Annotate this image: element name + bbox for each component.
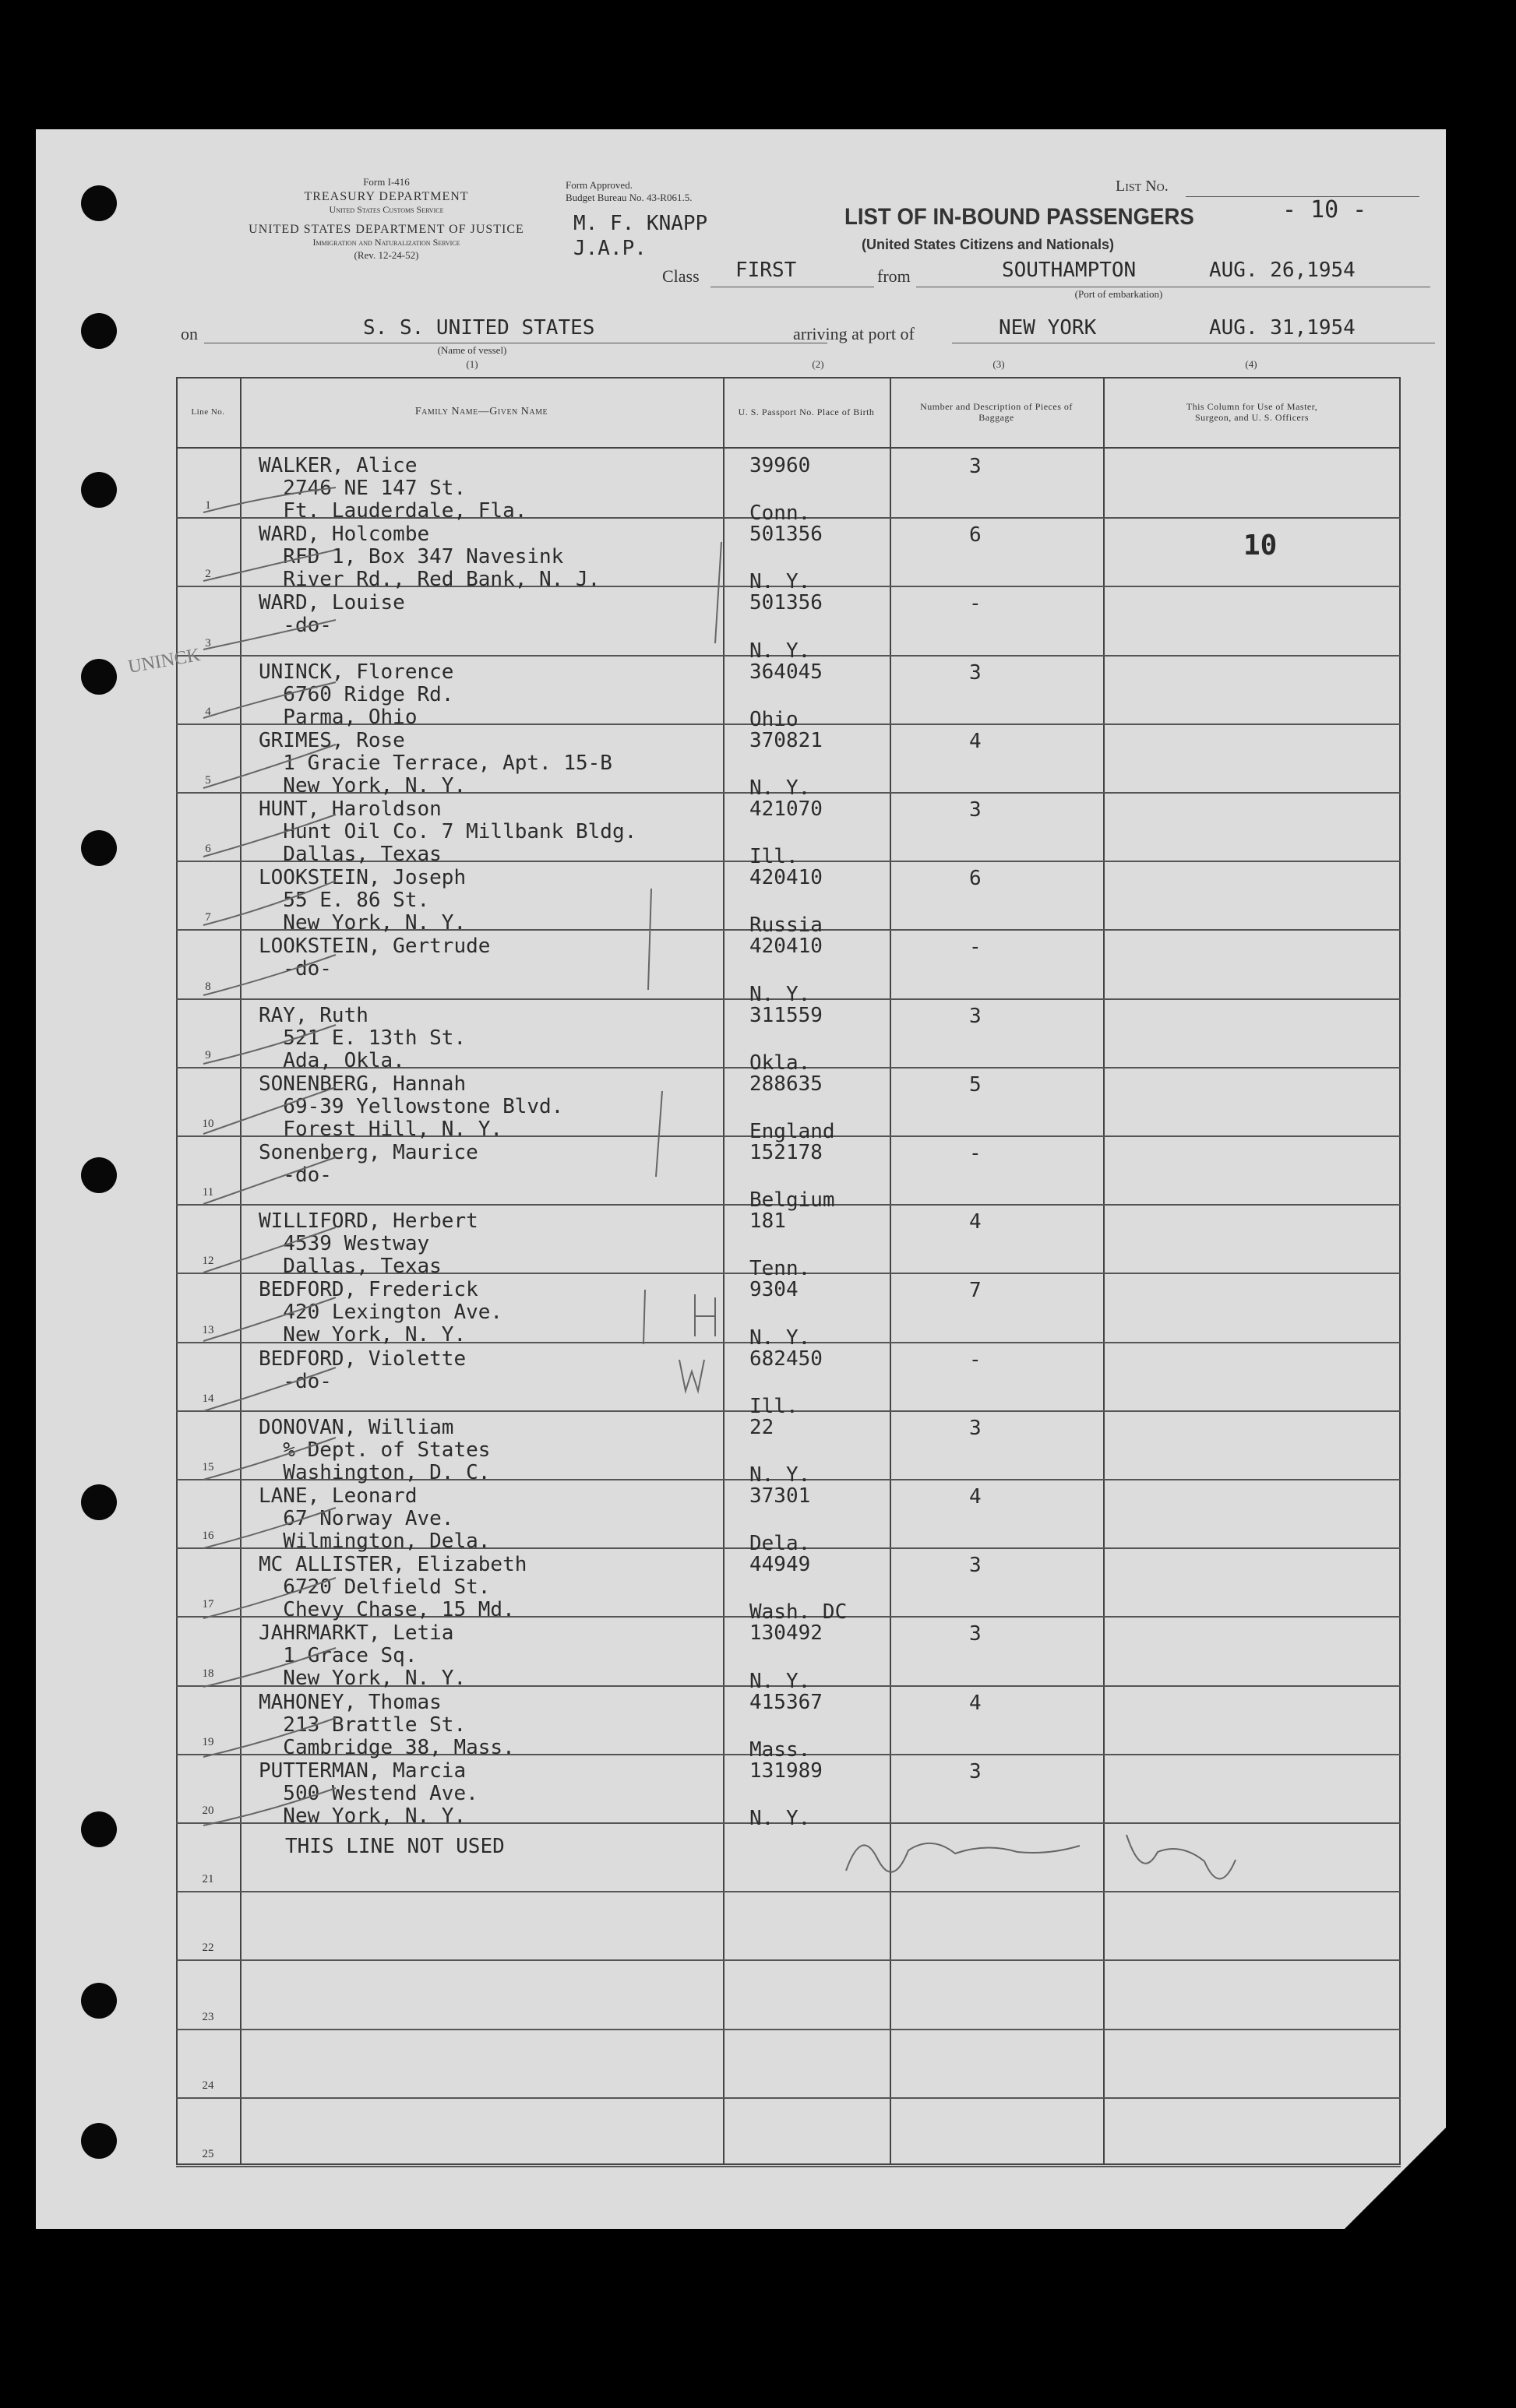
col-name: Family Name—Given Name — [414, 406, 548, 417]
form-number: Form I-416 — [363, 176, 410, 188]
place-of-birth: England — [749, 1119, 835, 1143]
vessel-name: S. S. UNITED STATES — [363, 316, 595, 340]
table-row — [176, 929, 1401, 1006]
place-of-birth: N. Y. — [749, 1325, 811, 1350]
table-row — [176, 1067, 1401, 1143]
line-number: 14 — [202, 1392, 214, 1405]
table-row — [176, 998, 1401, 1075]
col1-number: (1) — [466, 358, 478, 370]
table-row — [176, 1342, 1401, 1418]
manifest-page — [36, 129, 1446, 2229]
passport-number: 37301 — [749, 1484, 811, 1508]
baggage-count: 5 — [969, 1072, 982, 1097]
place-of-birth: N. Y. — [749, 639, 811, 663]
line-number: 1 — [205, 499, 211, 512]
table-row — [176, 2029, 1401, 2099]
passport-number: 131989 — [749, 1758, 823, 1783]
passenger-name: BEDFORD, Frederick 420 Lexington Ave. New York, N. Y. — [259, 1278, 503, 1347]
place-of-birth: N. Y. — [749, 1806, 811, 1830]
passenger-name: BEDFORD, Violette -do- — [259, 1347, 467, 1393]
table-row — [176, 1891, 1401, 1961]
from-label: from — [877, 266, 911, 286]
place-of-birth: Dela. — [749, 1532, 811, 1556]
passenger-table — [176, 377, 1401, 2165]
baggage-count: - — [969, 935, 982, 959]
baggage-count: 6 — [969, 523, 982, 547]
passenger-name: SONENBERG, Hannah 69-39 Yellowstone Blvd. Forest Hill, N. Y. — [259, 1072, 564, 1141]
table-row — [176, 655, 1401, 731]
treasury-dept: TREASURY DEPARTMENT — [304, 190, 469, 203]
passport-number: 152178 — [749, 1141, 823, 1164]
passport-number: 288635 — [749, 1072, 823, 1096]
line-number: 25 — [202, 2147, 214, 2160]
table-row — [176, 586, 1401, 663]
baggage-count: 3 — [969, 1554, 982, 1578]
line-number: 8 — [205, 980, 211, 993]
passenger-name: WARD, Holcombe RFD 1, Box 347 Navesink River Rd., Red Bank, N. J. — [259, 523, 601, 592]
place-of-birth: N. Y. — [749, 776, 811, 800]
line-number: 17 — [202, 1598, 214, 1611]
punch-hole — [81, 1811, 117, 1847]
line-number: 23 — [202, 2010, 214, 2023]
baggage-count: 3 — [969, 1416, 982, 1440]
line-number: 5 — [205, 773, 211, 787]
table-row — [176, 1616, 1401, 1693]
punch-hole — [81, 1157, 117, 1193]
passport-number: 9304 — [749, 1278, 799, 1302]
list-number: - 10 - — [1282, 196, 1367, 224]
embark-caption: (Port of embarkation) — [1074, 288, 1163, 300]
departure-date: AUG. 26,1954 — [1209, 259, 1356, 282]
line-number: 10 — [202, 1117, 214, 1130]
passenger-name: LOOKSTEIN, Joseph 55 E. 86 St. New York, N. Y. — [259, 866, 467, 935]
line-number: 2 — [205, 568, 211, 581]
col-officers: This Column for Use of Master, Surgeon, and U. S. Officers — [1186, 401, 1318, 423]
baggage-count: 3 — [969, 1759, 982, 1783]
place-of-birth: Wash. DC — [749, 1600, 848, 1625]
baggage-count: 3 — [969, 660, 982, 685]
col-baggage: Number and Description of Pieces of Baggage — [920, 401, 1073, 423]
table-row — [176, 517, 1401, 594]
table-row — [176, 1410, 1401, 1487]
passenger-name: RAY, Ruth 521 E. 13th St. Ada, Okla. — [259, 1003, 467, 1072]
punch-hole — [81, 830, 117, 866]
passport-number: 420410 — [749, 935, 823, 959]
line-number: 12 — [202, 1255, 214, 1268]
baggage-count: 4 — [969, 1485, 982, 1509]
place-of-birth: N. Y. — [749, 1669, 811, 1693]
passport-number: 421070 — [749, 797, 823, 821]
line-number: 15 — [202, 1460, 214, 1473]
passenger-name: WILLIFORD, Herbert 4539 Westway Dallas, Texas — [259, 1209, 478, 1279]
line-number: 18 — [202, 1667, 214, 1680]
table-row — [176, 1204, 1401, 1281]
baggage-count: 3 — [969, 1004, 982, 1028]
justice-dept: UNITED STATES DEPARTMENT OF JUSTICE — [249, 223, 524, 236]
class-value: FIRST — [735, 259, 797, 282]
place-of-birth: Tenn. — [749, 1257, 811, 1281]
arrival-port: NEW YORK — [999, 316, 1097, 340]
line-number: 24 — [202, 2079, 214, 2092]
list-subtitle: (United States Citizens and Nationals) — [862, 237, 1115, 252]
place-of-birth: Okla. — [749, 1051, 811, 1075]
line-number: 20 — [202, 1804, 214, 1817]
baggage-count: - — [969, 1347, 982, 1371]
line-number: 22 — [202, 1942, 214, 1955]
place-of-birth: Ohio — [749, 707, 799, 731]
passport-number: 22 — [749, 1415, 774, 1439]
table-row — [176, 1822, 1401, 1892]
officer-name: M. F. KNAPP — [573, 212, 708, 235]
passenger-name: WARD, Louise -do- — [259, 591, 405, 638]
baggage-count: 6 — [969, 867, 982, 891]
unused-line-text: THIS LINE NOT USED — [285, 1835, 505, 1858]
line-number: 9 — [205, 1048, 211, 1061]
passenger-name: MAHONEY, Thomas 213 Brattle St. Cambridge 38, Mass. — [259, 1690, 515, 1759]
table-row — [176, 1685, 1401, 1762]
line-number: 21 — [202, 1873, 214, 1886]
vessel-caption: (Name of vessel) — [437, 344, 507, 356]
punch-hole — [81, 659, 117, 695]
table-row — [176, 449, 1401, 526]
place-of-birth: Mass. — [749, 1737, 811, 1762]
passenger-name: WALKER, Alice 2746 NE 147 St. Ft. Lauderdale, Fla. — [259, 454, 527, 523]
col2-number: (2) — [812, 358, 824, 370]
passport-number: 420410 — [749, 866, 823, 890]
passenger-name: MC ALLISTER, Elizabeth 6720 Delfield St. Chevy Chase, 15 Md. — [259, 1553, 527, 1622]
col-passport: U. S. Passport No. Place of Birth — [738, 407, 875, 417]
passport-number: 501356 — [749, 591, 823, 615]
form-approved: Form Approved. — [566, 179, 633, 191]
baggage-count: 3 — [969, 1622, 982, 1646]
punch-hole — [81, 472, 117, 508]
col3-number: (3) — [992, 358, 1005, 370]
embark-port: SOUTHAMPTON — [1002, 259, 1137, 282]
place-of-birth: Conn. — [749, 502, 811, 526]
punch-hole — [81, 185, 117, 221]
line-number: 11 — [202, 1186, 214, 1199]
passenger-name: GRIMES, Rose 1 Gracie Terrace, Apt. 15-B New York, N. Y. — [259, 728, 612, 797]
table-row — [176, 1959, 1401, 2030]
punch-hole — [81, 1983, 117, 2019]
passport-number: 415367 — [749, 1690, 823, 1714]
passport-number: 682450 — [749, 1347, 823, 1371]
passport-number: 370821 — [749, 728, 823, 752]
line-number: 13 — [202, 1323, 214, 1336]
baggage-count: 3 — [969, 455, 982, 478]
line-number: 19 — [202, 1735, 214, 1748]
place-of-birth: Belgium — [749, 1188, 835, 1213]
table-row — [176, 723, 1401, 800]
place-of-birth: Russia — [749, 914, 823, 938]
passport-number: 39960 — [749, 454, 811, 477]
passport-number: 181 — [749, 1209, 786, 1234]
ins-service: Immigration and Naturalization Service — [312, 237, 460, 248]
passport-number: 364045 — [749, 660, 823, 684]
line-number: 3 — [205, 636, 211, 650]
class-label: Class — [662, 266, 700, 286]
passenger-name: UNINCK, Florence 6760 Ridge Rd. Parma, Ohio — [259, 660, 454, 729]
table-row — [176, 1479, 1401, 1556]
revision: (Rev. 12-24-52) — [354, 249, 419, 261]
place-of-birth: N. Y. — [749, 982, 811, 1006]
punch-hole — [81, 313, 117, 349]
passenger-name: LANE, Leonard 67 Norway Ave. Wilmington, Dela. — [259, 1484, 491, 1553]
table-row — [176, 1135, 1401, 1213]
line-number: 6 — [205, 843, 211, 856]
list-title: LIST OF IN-BOUND PASSENGERS — [844, 204, 1194, 230]
passport-number: 130492 — [749, 1621, 823, 1646]
line-number: 4 — [205, 705, 211, 718]
passport-number: 311559 — [749, 1003, 823, 1027]
baggage-count: - — [969, 592, 982, 616]
passenger-name: LOOKSTEIN, Gertrude -do- — [259, 935, 491, 981]
line-number: 16 — [202, 1530, 214, 1543]
table-row — [176, 792, 1401, 869]
baggage-count: 4 — [969, 1210, 982, 1234]
place-of-birth: Ill. — [749, 845, 799, 869]
table-row — [176, 1547, 1401, 1625]
baggage-count: 7 — [969, 1279, 982, 1303]
baggage-count: 4 — [969, 729, 982, 753]
baggage-count: 3 — [969, 798, 982, 822]
table-row — [176, 861, 1401, 938]
table-row — [176, 2097, 1401, 2167]
baggage-count: 4 — [969, 1691, 982, 1715]
passport-number: 44949 — [749, 1553, 811, 1577]
passport-number: 501356 — [749, 523, 823, 547]
arrival-date: AUG. 31,1954 — [1209, 316, 1356, 340]
punch-hole — [81, 2123, 117, 2159]
punch-hole — [81, 1484, 117, 1520]
passenger-name: PUTTERMAN, Marcia 500 Westend Ave. New York, N. Y. — [259, 1758, 478, 1828]
table-row — [176, 1754, 1401, 1830]
place-of-birth: N. Y. — [749, 1463, 811, 1487]
customs-service: United States Customs Service — [329, 204, 444, 215]
table-row — [176, 1273, 1401, 1350]
place-of-birth: N. Y. — [749, 570, 811, 594]
list-number-label: List No. — [1116, 178, 1169, 195]
officer-note: 10 — [1243, 530, 1278, 562]
place-of-birth: Ill. — [749, 1394, 799, 1418]
margin-note: UNINCK — [126, 645, 202, 678]
passenger-name: Sonenberg, Maurice -do- — [259, 1141, 478, 1187]
passenger-name: DONOVAN, William % Dept. of States Washington, D. C. — [259, 1415, 491, 1484]
arriving-label: arriving at port of — [793, 324, 915, 343]
col4-number: (4) — [1245, 358, 1257, 370]
passenger-name: JAHRMARKT, Letia 1 Grace Sq. New York, N. Y. — [259, 1621, 467, 1691]
passenger-name: HUNT, Haroldson Hunt Oil Co. 7 Millbank Bldg. Dallas, Texas — [259, 797, 637, 866]
baggage-count: - — [969, 1142, 982, 1165]
line-number: 7 — [205, 911, 211, 924]
on-label: on — [181, 324, 198, 343]
col-line-no: Line No. — [191, 407, 225, 417]
officer-initials: J.A.P. — [573, 237, 647, 260]
budget-bureau: Budget Bureau No. 43-R061.5. — [566, 192, 693, 203]
